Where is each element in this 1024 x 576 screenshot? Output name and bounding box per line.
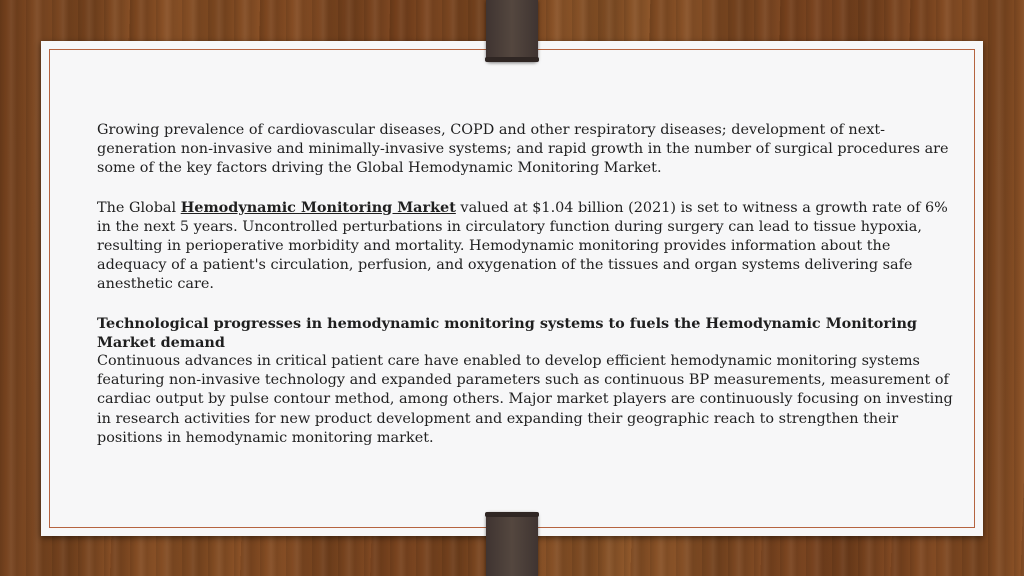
demand-section (97, 314, 957, 448)
market-link[interactable]: Hemodynamic Monitoring Market (180, 198, 456, 216)
market-paragraph-prefix: The Global (97, 199, 181, 216)
demand-paragraph: Continuous advances in critical patient care have enabled to develop efficient hemodynamic monitoring systems featuring non-invasive technology and expanded parameters such as continuous BP measurements, measurement of cardiac output by pulse contour method, among others. Major market players are continuously focusing on investing in research activities for new product development and expanding their geographic reach to strengthen their positions in hemodynamic monitoring market. (97, 353, 953, 446)
bottom-clip (486, 512, 538, 576)
demand-heading: Technological progresses in hemodynamic monitoring systems to fuels the Hemodynamic Monitoring Market demand (97, 314, 917, 351)
market-paragraph (97, 198, 957, 295)
top-clip (486, 0, 538, 62)
market-paragraph-suffix: valued at $1.04 billion (2021) is set to witness a growth rate of 6% in the next 5 years. Uncontrolled perturbations in circulatory function during surgery can lead to tissue hypoxia, resulting in perioperative morbidity and mortality. Hemodynamic monitoring provides information about the adequacy of a patient's circulation, perfusion, and oxygenation of the tissues and organ systems delivering safe anesthetic care. (97, 199, 948, 293)
slide-body (97, 121, 957, 448)
intro-paragraph: Growing prevalence of cardiovascular diseases, COPD and other respiratory diseases; development of next-generation non-invasive and minimally-invasive systems; and rapid growth in the number of surgical procedures are some of the key factors driving the Global Hemodynamic Monitoring Market. (97, 122, 949, 177)
